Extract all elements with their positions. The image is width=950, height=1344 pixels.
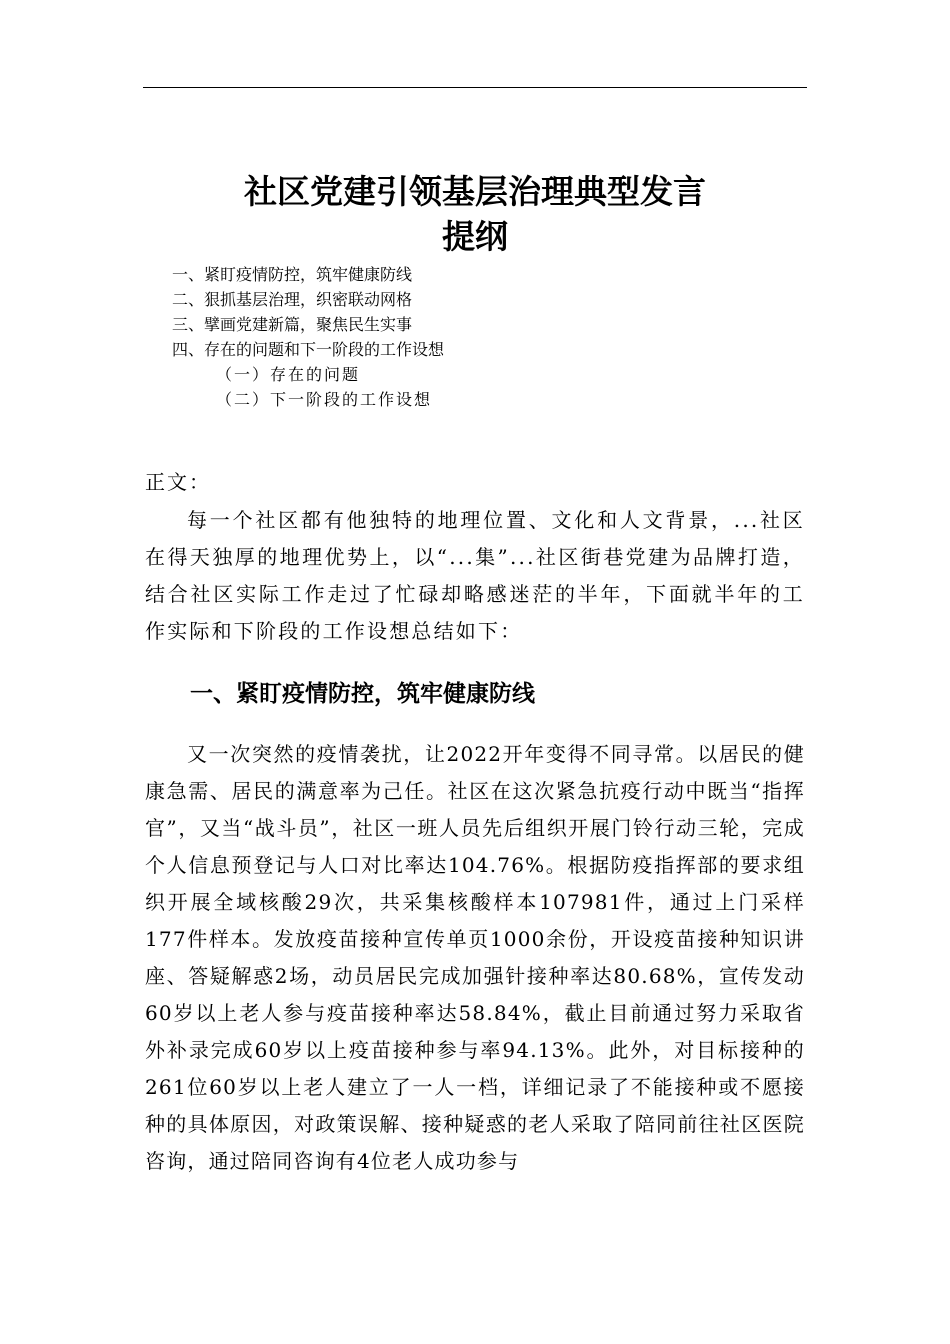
body-label: 正文： xyxy=(145,470,211,494)
outline-subitem: （二）下一阶段的工作设想 xyxy=(216,390,433,409)
document-title-line2: 提纲 xyxy=(442,217,508,256)
section-paragraph: 又一次突然的疫情袭扰，让2022开年变得不同寻常。以居民的健康急需、居民的满意率为己任。社区在这次紧急抗疫行动中既当“指挥官”，又当“战斗员”，社区一班人员先后组织开展门铃行动三轮，完成个人信息预登记与人口对比率达104.76%。根据防疫指挥部的要求组织开展全域核酸29次，共采集核酸样本107981件，通过上门采样177件样本。发放疫苗接种宣传单页1000余份，开设疫苗接种知识讲座、答疑解惑2场，动员居民完成加强针接种率达80.68%，宣传发动60岁以上老人参与疫苗接种率达58.84%，截止目前通过努力采取省外补录完成60岁以上疫苗接种参与率94.13%。此外，对目标接种的261位60岁以上老人建立了一人一档，详细记录了不能接种或不愿接种的具体原因，对政策误解、接种疑惑的老人采取了陪同前往社区医院咨询，通过陪同咨询有4位老人成功参与 xyxy=(145,742,805,1173)
outline-item: 一、紧盯疫情防控，筑牢健康防线 xyxy=(172,265,413,284)
section-heading: 一、紧盯疫情防控，筑牢健康防线 xyxy=(190,681,535,707)
outline-list xyxy=(172,262,792,412)
outline-item: 二、狠抓基层治理，织密联动网格 xyxy=(172,290,413,309)
document-title: 社区党建引领基层治理典型发言 xyxy=(244,172,706,211)
intro-paragraph: 每一个社区都有他独特的地理位置、文化和人文背景，...社区在得天独厚的地理优势上，以“...集”...社区街巷党建为品牌打造，结合社区实际工作走过了忙碌却略感迷茫的半年，下面就半年的工作实际和下阶段的工作设想总结如下： xyxy=(145,508,805,643)
outline-subitem: （一）存在的问题 xyxy=(216,365,361,384)
outline-item: 四、存在的问题和下一阶段的工作设想 xyxy=(172,340,445,359)
header-rule xyxy=(143,87,807,88)
outline-item: 三、擘画党建新篇，聚焦民生实事 xyxy=(172,315,413,334)
